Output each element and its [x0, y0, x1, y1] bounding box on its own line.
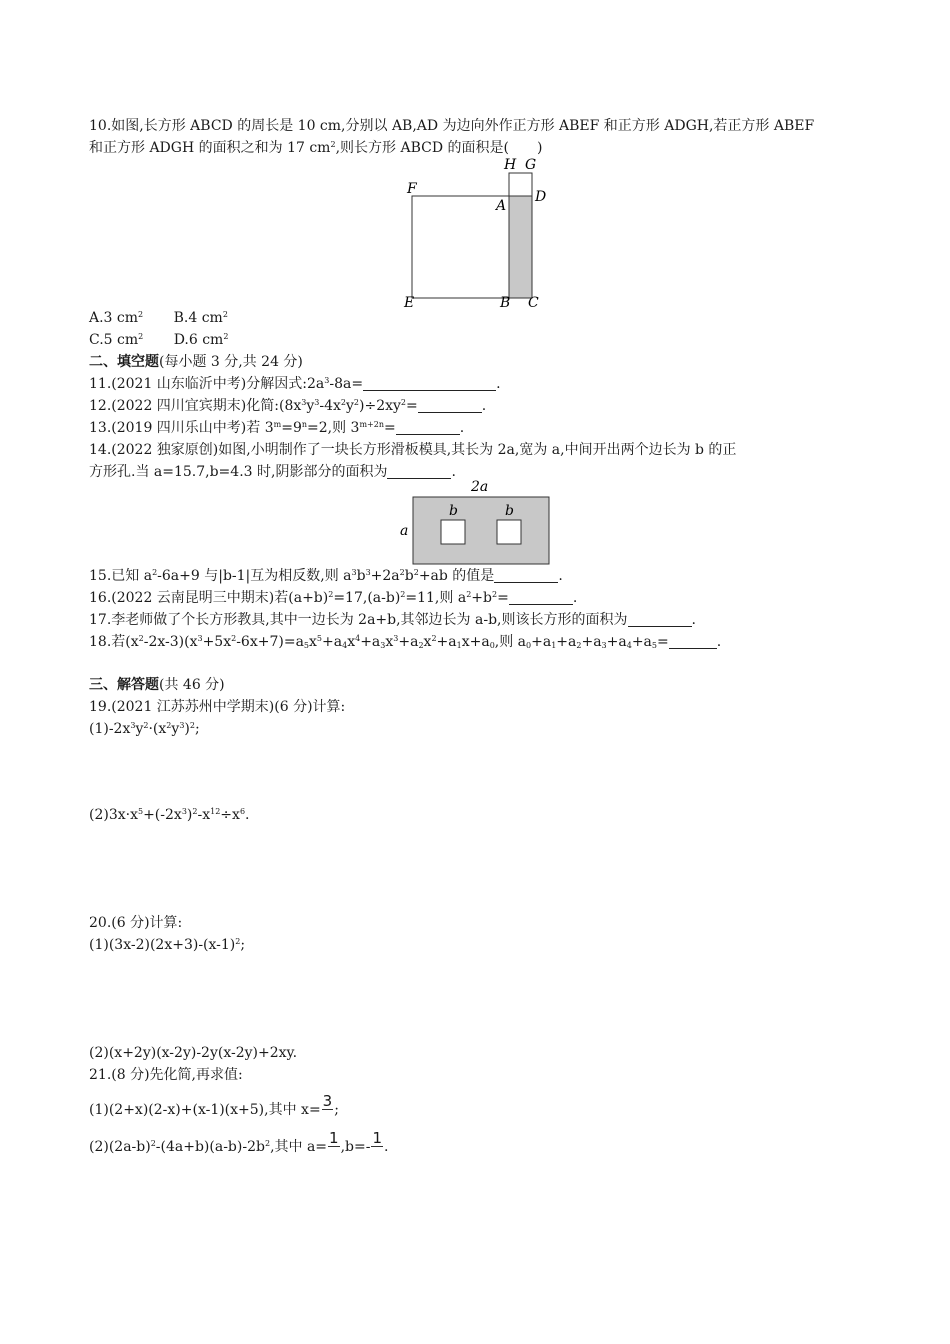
- label-b1: b: [449, 503, 458, 519]
- q20-part2: (2)(x+2y)(x-2y)-2y(x-2y)+2xy.: [89, 1045, 298, 1061]
- q14-figure: [395, 475, 555, 570]
- q10-figure: [396, 155, 556, 315]
- label-c: C: [528, 295, 539, 311]
- square-adgh: [509, 173, 532, 196]
- q10-line1: 10.如图,长方形 ABCD 的周长是 10 cm,分别以 AB,AD 为边向外作正方形 ABEF 和正方形 ADGH,若正方形 ABEF: [89, 118, 815, 134]
- label-d: D: [535, 189, 547, 205]
- answer-blank: [418, 398, 482, 413]
- q21-part2: $(2)(2a-b)^2-(4a+b)(a-b)-2b^2$,其中 a= 1 ,b=- 1 .: [89, 1129, 389, 1155]
- q14-line1: 14.(2022 独家原创)如图,小明制作了一块长方形滑板模具,其长为 2a,宽为 a,中间开出两个边长为 b 的正: [89, 442, 737, 458]
- answer-blank: [363, 376, 496, 391]
- fraction-a: 1: [329, 1129, 339, 1147]
- option-b: B.4 $cm^2$: [173, 310, 228, 326]
- label-a: A: [496, 198, 507, 214]
- q19-part1: $(1)-2x^3y^2\cdot(x^2y^3)^2$;: [89, 721, 200, 737]
- section2-heading: 二、填空题(每小题 3 分,共 24 分): [89, 354, 303, 370]
- fraction-b: 1: [372, 1129, 383, 1147]
- q17: 17.李老师做了个长方形教具,其中一边长为 2a+b,其邻边长为 a-b,则该长方形的面积为 .: [89, 612, 696, 628]
- answer-blank: [396, 420, 460, 435]
- square-abef: [412, 196, 509, 298]
- q11: 11.(2021 山东临沂中考)分解因式$:2a^3-8a=$ .: [89, 376, 501, 392]
- answer-blank: [509, 590, 573, 605]
- hole-2: [497, 520, 521, 544]
- label-b: B: [500, 295, 511, 311]
- q18: 18.若$(x^2-2x-3)(x^3+5x^2-6x+7)=a_5x^5+a_4x^4+a_3x^3+a_2x^2+a_1x+a_0$,则 $a_0+a_1+a_2+a_3+a_4+a_5=$ .: [89, 634, 722, 650]
- option-a: A.3 $cm^2$: [89, 310, 144, 326]
- q13: 13.(2019 四川乐山中考)若 $3^m=9^n=2$,则 $3^{m+2n}=$ .: [89, 420, 465, 436]
- label-e: E: [404, 295, 415, 311]
- label-f: F: [407, 181, 417, 197]
- q20-head: 20.(6 分)计算:: [89, 915, 183, 931]
- fraction-x: 3: [322, 1092, 333, 1110]
- q15: 15.已知 $a^2-6a+9$ 与|b-1|互为相反数,则 $a^3b^3+2a^2b^2+ab$ 的值是 .: [89, 568, 563, 584]
- section3-heading: 三、解答题(共 46 分): [89, 677, 225, 693]
- q20-part1: $(1)(3x-2)(2x+3)-(x-1)^2$;: [89, 937, 246, 953]
- hole-1: [441, 520, 465, 544]
- q21-part1: (1)(2+x)(2-x)+(x-1)(x+5),其中 x= 3 ;: [89, 1092, 339, 1118]
- answer-blank: [669, 634, 717, 649]
- answer-blank: [494, 568, 558, 583]
- label-g: G: [525, 157, 537, 173]
- q10-line2: 和正方形 ADGH 的面积之和为 17 $cm^2$,则长方形 ABCD 的面积是( ): [89, 140, 543, 156]
- label-h: H: [504, 157, 517, 173]
- board-shaded: [413, 497, 549, 564]
- q12: 12.(2022 四川宜宾期末)化简$:(8x^3y^3-4x^2y^2)\div 2xy^2=$ .: [89, 398, 487, 414]
- option-c: C.5 $cm^2$: [89, 332, 144, 348]
- label-a: a: [400, 523, 409, 539]
- rect-abcd-shaded: [509, 196, 532, 298]
- q19-part2: $(2)3x\cdot x^5+(-2x^3)^2-x^{12}\div x^6$.: [89, 807, 250, 823]
- option-d: D.6 $cm^2$: [173, 332, 229, 348]
- q10-options-row2: [89, 330, 228, 350]
- q16: 16.(2022 云南昆明三中期末)若$(a+b)^2=17,(a-b)^2=11$,则 $a^2+b^2=$ .: [89, 590, 578, 606]
- q14-line2: 方形孔.当 a=15.7,b=4.3 时,阴影部分的面积为 .: [89, 464, 456, 480]
- q21-head: 21.(8 分)先化简,再求值:: [89, 1067, 243, 1083]
- label-2a: 2a: [471, 479, 489, 495]
- label-b2: b: [505, 503, 514, 519]
- answer-blank: [628, 612, 692, 627]
- q19-head: 19.(2021 江苏苏州中学期末)(6 分)计算:: [89, 699, 346, 715]
- q10-options-row1: [89, 308, 228, 328]
